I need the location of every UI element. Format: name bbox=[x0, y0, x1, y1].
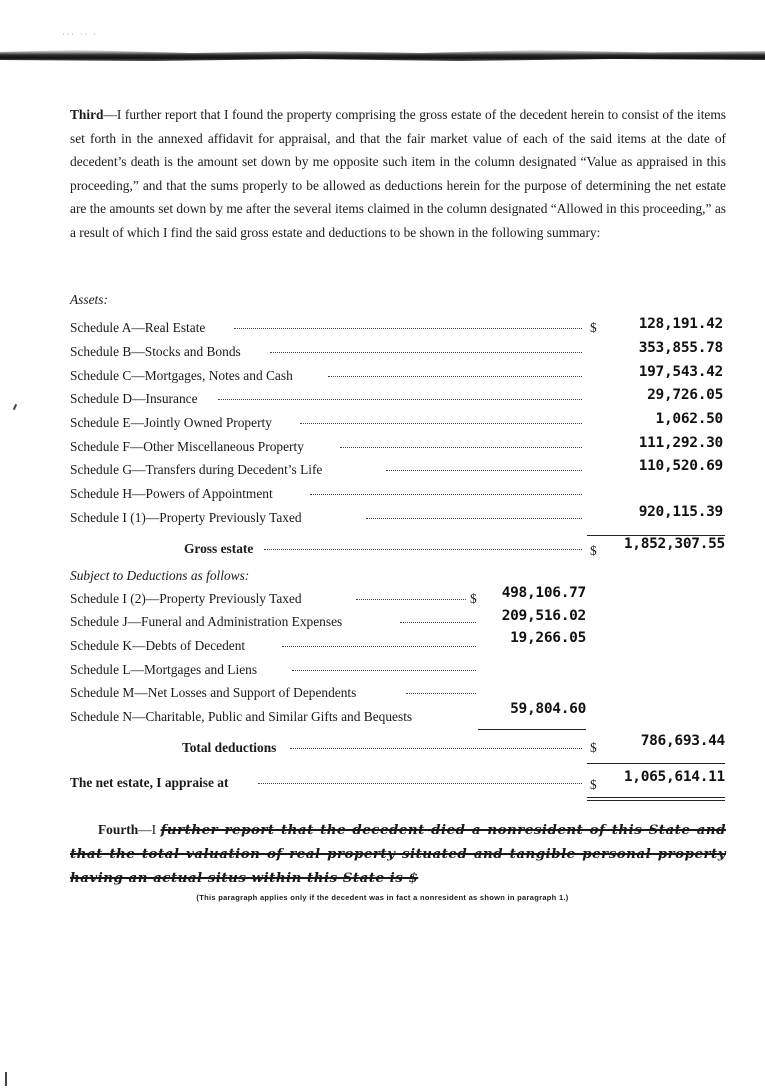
footnote: (This paragraph applies only if the decedent was in fact a nonresident as shown in paragraph 1.) bbox=[196, 893, 569, 902]
asset-row-g bbox=[70, 458, 750, 480]
fourth-indent bbox=[70, 822, 98, 837]
leader-dots bbox=[290, 748, 582, 749]
gross-estate-value: 1,852,307.55 bbox=[623, 536, 725, 552]
scan-edge-band bbox=[0, 44, 765, 64]
deduction-value: 19,266.05 bbox=[510, 630, 586, 646]
asset-value: 920,115.39 bbox=[638, 504, 723, 520]
leader-dots bbox=[270, 352, 582, 353]
asset-row-a bbox=[70, 316, 750, 338]
deductions-rule bbox=[478, 729, 586, 730]
net-estate-row bbox=[70, 769, 750, 793]
deduction-value: 498,106.77 bbox=[501, 585, 586, 601]
deduction-value: 59,804.60 bbox=[510, 701, 586, 717]
deduction-row-l bbox=[70, 662, 590, 680]
asset-row-i1 bbox=[70, 504, 750, 528]
deduction-label: Schedule L—Mortgages and Liens bbox=[70, 662, 258, 677]
asset-value: 128,191.42 bbox=[638, 316, 723, 332]
gross-estate-label: Gross estate bbox=[184, 541, 254, 556]
net-estate-rule bbox=[587, 763, 725, 764]
deduction-value: 209,516.02 bbox=[501, 608, 586, 624]
deduction-row-i2 bbox=[70, 585, 590, 609]
leader-dots bbox=[406, 693, 476, 694]
asset-label: Schedule D—Insurance bbox=[70, 391, 198, 406]
total-deductions-value: 786,693.44 bbox=[640, 733, 725, 749]
leader-dots bbox=[400, 622, 476, 623]
fourth-dash: —I bbox=[138, 822, 161, 837]
scan-noise: ··· ·· · bbox=[62, 30, 98, 39]
asset-row-c bbox=[70, 364, 750, 386]
asset-label: Schedule E—Jointly Owned Property bbox=[70, 415, 272, 430]
scan-speck bbox=[13, 404, 17, 410]
fourth-lead: Fourth bbox=[98, 822, 139, 837]
deduction-row-k bbox=[70, 630, 590, 656]
leader-dots bbox=[264, 549, 582, 550]
asset-value: 353,855.78 bbox=[638, 340, 723, 356]
asset-label: Schedule H—Powers of Appointment bbox=[70, 486, 273, 501]
leader-dots bbox=[300, 423, 582, 424]
asset-value: 111,292.30 bbox=[638, 435, 723, 451]
deduction-label: Schedule I (2)—Property Previously Taxed bbox=[70, 591, 302, 606]
deduction-label: Schedule M—Net Losses and Support of Dependents bbox=[70, 685, 357, 700]
dollar-sign: $ bbox=[590, 777, 597, 792]
asset-label: Schedule I (1)—Property Previously Taxed bbox=[70, 510, 302, 525]
total-deductions-label: Total deductions bbox=[182, 740, 277, 755]
gross-estate-row bbox=[70, 536, 750, 559]
asset-row-e bbox=[70, 411, 750, 433]
dollar-sign: $ bbox=[590, 740, 597, 755]
asset-label: Schedule A—Real Estate bbox=[70, 320, 206, 335]
dollar-sign: $ bbox=[590, 320, 597, 335]
struck-text: further report that the decedent died a nonresident of this State and that the total valuation of real property situated and tangible personal property having an actual situs within this State is $ bbox=[70, 822, 726, 886]
leader-dots bbox=[356, 599, 466, 600]
leader-dots bbox=[386, 470, 582, 471]
leader-dots bbox=[218, 399, 582, 400]
asset-value: 29,726.05 bbox=[647, 387, 723, 403]
scan-edge-mark bbox=[5, 1072, 7, 1086]
asset-value: 197,543.42 bbox=[638, 364, 723, 380]
asset-row-h bbox=[70, 486, 750, 504]
asset-value: 110,520.69 bbox=[638, 458, 723, 474]
deduction-row-n bbox=[70, 701, 590, 727]
deductions-heading: Subject to Deductions as follows: bbox=[70, 568, 250, 583]
net-estate-double-rule bbox=[587, 797, 725, 801]
net-estate-label: The net estate, I appraise at bbox=[70, 775, 229, 790]
assets-heading: Assets: bbox=[70, 292, 108, 307]
total-deductions-row bbox=[70, 733, 750, 758]
fourth-paragraph bbox=[70, 818, 726, 890]
asset-label: Schedule C—Mortgages, Notes and Cash bbox=[70, 368, 293, 383]
dollar-sign: $ bbox=[470, 591, 477, 606]
third-text: —I further report that I found the property comprising the gross estate of the decedent herein to consist of the items set forth in the annexed affidavit for appraisal, and that the fair market value of each of the said items at the date of decedent’s death is the amount set down by me opposite such item in the column designated “Value as appraised in this proceeding,” and that the sums properly to be allowed as deductions herein for the purpose of determining the net estate are the amounts set down by me after the several items claimed in the column designated “Allowed in this proceeding,” as a result of which I find the said gross estate and deductions to be shown in the following summary: bbox=[70, 107, 726, 240]
deduction-label: Schedule N—Charitable, Public and Similar Gifts and Bequests bbox=[70, 709, 413, 724]
third-paragraph bbox=[70, 103, 726, 245]
dollar-sign: $ bbox=[590, 543, 597, 558]
asset-label: Schedule F—Other Miscellaneous Property bbox=[70, 439, 304, 454]
asset-row-b bbox=[70, 340, 750, 362]
asset-label: Schedule G—Transfers during Decedent’s Life bbox=[70, 462, 323, 477]
leader-dots bbox=[366, 518, 582, 519]
leader-dots bbox=[310, 494, 582, 495]
leader-dots bbox=[340, 447, 582, 448]
asset-value: 1,062.50 bbox=[655, 411, 723, 427]
leader-dots bbox=[328, 376, 582, 377]
third-lead: Third bbox=[70, 107, 104, 122]
leader-dots bbox=[282, 646, 476, 647]
deduction-label: Schedule K—Debts of Decedent bbox=[70, 638, 246, 653]
leader-dots bbox=[234, 328, 582, 329]
leader-dots bbox=[292, 670, 476, 671]
asset-label: Schedule B—Stocks and Bonds bbox=[70, 344, 241, 359]
leader-dots bbox=[258, 783, 582, 784]
asset-row-f bbox=[70, 435, 750, 457]
deduction-label: Schedule J—Funeral and Administration Expenses bbox=[70, 614, 343, 629]
net-estate-value: 1,065,614.11 bbox=[623, 769, 725, 785]
asset-row-d bbox=[70, 387, 750, 409]
